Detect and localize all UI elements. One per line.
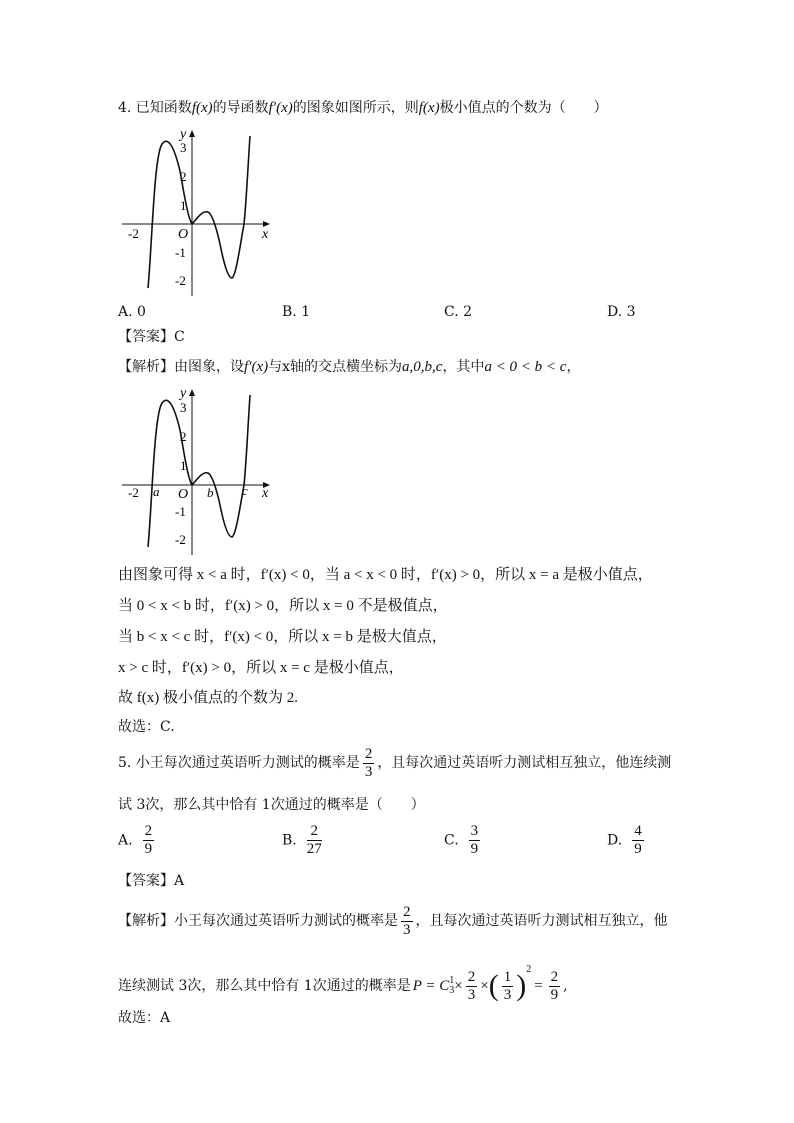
- frac-num: 3: [470, 823, 479, 839]
- q4-analysis-vars: a,0,b,c: [402, 359, 443, 375]
- formula-frac-1: [466, 969, 478, 1004]
- y-tick-neg2: -2: [175, 273, 186, 288]
- q4-stem-fx2: f(x): [418, 100, 440, 116]
- q5-option-d-label: D.: [607, 832, 623, 849]
- q4-analysis-line-5: 故 f(x) 极小值点的个数为 2.: [118, 690, 298, 706]
- origin-label: O: [178, 227, 189, 242]
- q4-option-d[interactable]: D. 3: [607, 304, 636, 320]
- q4-graph-1: [118, 126, 278, 298]
- q4-analysis-line-1: 由图象可得 x < a 时，f′(x) < 0，当 a < x < 0 时，f′(x) > 0，所以 x = a 是极小值点，: [118, 567, 653, 583]
- frac-den: 3: [467, 986, 476, 1003]
- point-label-a: a: [153, 484, 160, 499]
- frac-den: 9: [550, 986, 559, 1003]
- q4-analysis-line-3: 当 b < x < c 时，f′(x) < 0，所以 x = b 是极大值点，: [118, 629, 447, 645]
- y-tick-1: 1: [180, 458, 187, 473]
- q5-stem-frac-den: 3: [364, 763, 373, 780]
- formula-end: ,: [563, 978, 568, 994]
- q5-analysis-line-1: [118, 903, 668, 939]
- q4-option-a[interactable]: A. 0: [118, 304, 146, 320]
- q5-analysis-fraction: [401, 904, 413, 939]
- q5-analysis-pre: 【解析】小王每次通过英语听力测试的概率是: [118, 913, 398, 929]
- q4-stem-dfx: f′(x): [268, 100, 293, 116]
- x-tick-neg2: -2: [128, 485, 139, 500]
- y-tick-3: 3: [180, 400, 187, 415]
- y-axis-label: y: [180, 127, 187, 142]
- x-axis-label: x: [262, 486, 269, 501]
- q5-stem-frac-num: 2: [364, 745, 373, 762]
- frac-den: 3: [503, 986, 512, 1003]
- frac-num: 4: [634, 823, 642, 839]
- q5-stem-line-2: 试 3次，那么其中恰有 1次通过的概率是（ ）: [118, 797, 425, 813]
- y-tick-neg1: -1: [175, 504, 186, 519]
- formula-exponent: 2: [526, 964, 532, 975]
- formula-sub: 3: [449, 985, 455, 996]
- x-tick-neg2: -2: [128, 226, 139, 241]
- q5-option-a[interactable]: [118, 823, 157, 858]
- q5-option-d[interactable]: [607, 823, 647, 858]
- formula-p: P = C: [412, 978, 450, 994]
- frac-den: 9: [144, 841, 153, 857]
- derivative-curve: [148, 136, 250, 288]
- q4-analysis-ineq: a < 0 < b < c: [484, 359, 567, 375]
- q4-final-choice: 故选：C.: [118, 719, 175, 735]
- frac-den: 27: [306, 841, 322, 857]
- frac-num: 2: [307, 823, 322, 841]
- q4-answer: 【答案】C: [118, 329, 185, 345]
- q4-stem-mid2: 的图象如图所示，则: [292, 100, 419, 116]
- q4-analysis-line-2: 当 0 < x < b 时，f′(x) > 0，所以 x = 0 不是极值点，: [118, 598, 448, 614]
- q5-option-a-label: A.: [118, 832, 133, 849]
- y-tick-2: 2: [180, 169, 187, 184]
- point-label-b: b: [207, 485, 214, 500]
- q5-option-d-fraction: [632, 823, 644, 858]
- q5-final-choice: 故选：A: [118, 1010, 171, 1026]
- y-tick-neg1: -1: [175, 245, 186, 260]
- q5-option-c-fraction: [469, 823, 481, 858]
- q4-analysis-head: [118, 357, 580, 377]
- y-tick-2: 2: [180, 429, 187, 444]
- y-tick-neg2: -2: [175, 532, 186, 547]
- formula-paren-left: (: [488, 969, 499, 1002]
- frac-num: 2: [144, 823, 153, 839]
- q5-option-a-fraction: [143, 823, 155, 858]
- frac-den: 9: [634, 841, 642, 857]
- x-axis-label: x: [262, 227, 269, 242]
- q4-analysis-head-text: 【解析】由图象，设: [118, 359, 244, 375]
- q5-analysis-post: ，且每次通过英语听力测试相互独立，他: [415, 913, 668, 929]
- q5-option-b-label: B.: [282, 832, 297, 849]
- formula-times-2: ×: [480, 978, 489, 994]
- frac-num: 2: [403, 903, 411, 920]
- q4-analysis-end: ，: [566, 359, 581, 375]
- q4-analysis-line-4: x > c 时，f′(x) > 0，所以 x = c 是极小值点，: [118, 660, 404, 676]
- y-axis-arrow-icon: [189, 130, 195, 137]
- origin-label: O: [178, 487, 189, 502]
- q4-analysis-dfx: f′(x): [244, 359, 269, 375]
- frac-num: 1: [503, 968, 512, 985]
- q4-option-c[interactable]: C. 2: [444, 304, 473, 320]
- derivative-curve: [148, 395, 250, 547]
- formula-result: [549, 969, 561, 1004]
- q5-analysis-line2-pre: 连续测试 3次，那么其中恰有 1次通过的概率是: [118, 978, 411, 994]
- q5-option-b[interactable]: [282, 823, 325, 858]
- q4-stem-mid: 的导函数: [212, 100, 269, 116]
- y-axis-label: y: [180, 386, 187, 401]
- q4-analysis-mid: 与x轴的交点横坐标为: [268, 359, 403, 375]
- q4-analysis-mid2: ，其中: [442, 359, 485, 375]
- formula-frac-2: [502, 969, 514, 1004]
- q4-option-b[interactable]: B. 1: [282, 304, 311, 320]
- formula-sup: 1: [449, 975, 455, 986]
- formula-times-1: ×: [454, 978, 463, 994]
- q5-option-c-label: C.: [444, 832, 459, 849]
- q5-option-c[interactable]: [444, 823, 483, 858]
- q4-stem-fx: f(x): [191, 100, 213, 116]
- point-label-c: c: [242, 483, 248, 498]
- q4-stem-pre: 4. 已知函数: [118, 100, 192, 116]
- q4-stem-post: 极小值点的个数为（ ）: [439, 100, 608, 116]
- y-tick-1: 1: [180, 198, 187, 213]
- frac-num: 2: [467, 968, 476, 985]
- q4-stem: [118, 98, 608, 118]
- y-axis-arrow-icon: [189, 389, 195, 396]
- q5-option-b-fraction: [307, 823, 322, 858]
- q5-stem-line-1: [118, 745, 671, 781]
- q4-graph-2: [118, 385, 278, 557]
- y-tick-3: 3: [180, 140, 187, 155]
- formula-paren-right: ): [516, 969, 527, 1002]
- frac-den: 3: [403, 921, 411, 938]
- frac-den: 9: [470, 841, 479, 857]
- frac-num: 2: [550, 968, 559, 985]
- q5-stem-post: ，且每次通过英语听力测试相互独立，他连续测: [377, 755, 672, 771]
- q5-stem-pre: 5. 小王每次通过英语听力测试的概率是: [118, 755, 360, 771]
- q5-stem-fraction: [363, 746, 375, 781]
- q5-analysis-line-2: [118, 948, 568, 1008]
- q5-answer: 【答案】A: [118, 873, 185, 889]
- formula-equals: =: [534, 978, 543, 994]
